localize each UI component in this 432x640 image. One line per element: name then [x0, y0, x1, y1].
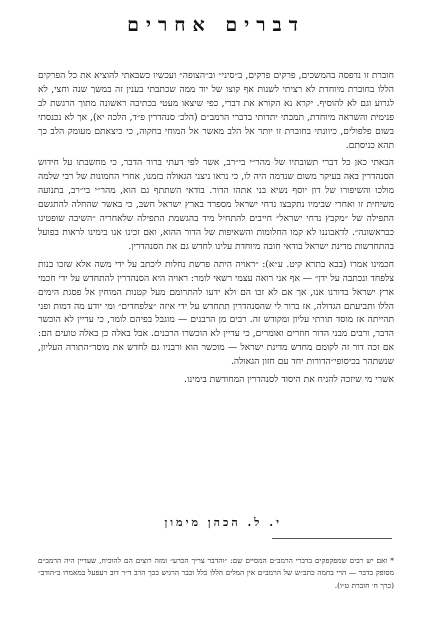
author-signature: י. ל. הכהן מימון: [164, 516, 282, 529]
paragraph-3: חכמינו אמרו (בבא בתרא קיט. ע״א): ״ראויה היתה פרשת נחלות ליכתב על ידי משה אלא שזכו בנות צלפחד ונכתבה על ידן״ — אף אני רואה עצמי רשאי לומר: ראויה היא הסנהדרין להתחדש על ידי חכמי ארץ ישראל בדורנו אנו, אך אם לא זכו הם ולא ידעו להתרומם מעל קטנות המוחין אל פסגת הימים הללו ותביעתם הגדולה, אז ברור לי שהסנהדרין תתחדש על ידי איזה ״צלפחדים״ ומי יודע מה דמות ופני תהייתה אז מוסד תורתי עליון ומקודש זה. רבים מן הרבנים — מוגבל בפיהם לומר, כי עדיין לא הוכשר הדבר, ורבים מבני הדור חוזרים ואומרים, כי עדיין לא הוכשרו הרבנים. אבל באלה כן באלה טועים הם: אם זכה דור זה לקומם מחדש מדינת ישראל — מוכשר הוא ורבניו גם לחדש את מוסד״התורה העליון, שנשתהר בכיסופי״הדורות יחד עם חזון הגאולה.: [38, 259, 394, 368]
footnote: * ואם יש רבים שמפקפקים בדברי הרמב״ם המסיים שם: ״והדבר צריך הכרע״ ומזה רוצים הם להוכיח, שעדיין היה הרמב״ם מסופק בדבר — הרי בחמה כתב״ש של הרמב״ם אין המלים הללו כלל וכבר הרגיש בכך הרב ד״ר דוב רעפעל במאמרו ב״הודב״ (כרך ח׳ חוברת ט״ו).: [38, 556, 394, 590]
paragraph-2: הבאתי כאן כל דברי תשובתיו של מהר״י בי״רב, אשר לפי דעתי ברור הדבר, כי מחשבתו על חידוש הסנהדרין באה בעיקר משום שנדמה היה לו, כי נראו ניצני הגאולה בזמנו, אחרי החמונות של רבי שלמה מולכו והשיפורו של דון יוסף נשיא בני אתהו הדור. בודאי השתתף גם הוא, מהר״י בי״רב, בתנועה משיחית זו ואחרי שבימיו נתקבצו נדחי ישראל מספרד בארץ ישראל חשב, כי באשר שהחלה להתגשם התפילה של ״מקבץ נדחי ישראל״ חייבים להתחיל מיד בהגשמת התפילה שלאחריה ״השיבה שופטינו כבראשונה״. לדאבוננו לא קמו החלומות והשאיפות של הדור ההוא, ואם זכינו אנו בימינו לראות בפועל בהתחדשות מדינת ישראל בודאי חובה מיוחדת עלינו לחדש גם את הסנהדרין.: [38, 158, 394, 252]
footnote-divider: [272, 538, 392, 539]
page-title: דברים אחרים: [127, 14, 305, 36]
paragraph-4: אשרי מי שיזכה להניח את היסוד לסנהדרין המחודשת בימינו.: [184, 375, 394, 386]
article-body: [38, 70, 394, 392]
paragraph-1: חוברת זו נדפסה בהמשכים, פרקים פרקים, ב״סיני״ וב״הצופה״ ועכשיו כשבאתי להוציא את כל הפרקים הללו בחוברת מיוחדת לא רציתי לשנות אף קוצו של יוד ממה שכתבתי בענין זה במשך שנה וחצי, לא לגרוע וגם לא להוסיף. יקרא נא הקורא את דברי, כפי שיצאו מעטי בכתיבה ראשונה מתוך הרגשת לב פנימית והשראה מיוחדת, תמכתי יתדותי בדברי הרמב״ם (הלכ׳ סנהדרין פ״ד, הלכה יא), אך לא נכנסתי בשום פלפולים, כיוונתי בחוברת זו יותר אל הלב מאשר אל המוחי בחקוה, כי כיצאתם מעומק הלב כך תהא כניסתם.: [38, 71, 394, 151]
